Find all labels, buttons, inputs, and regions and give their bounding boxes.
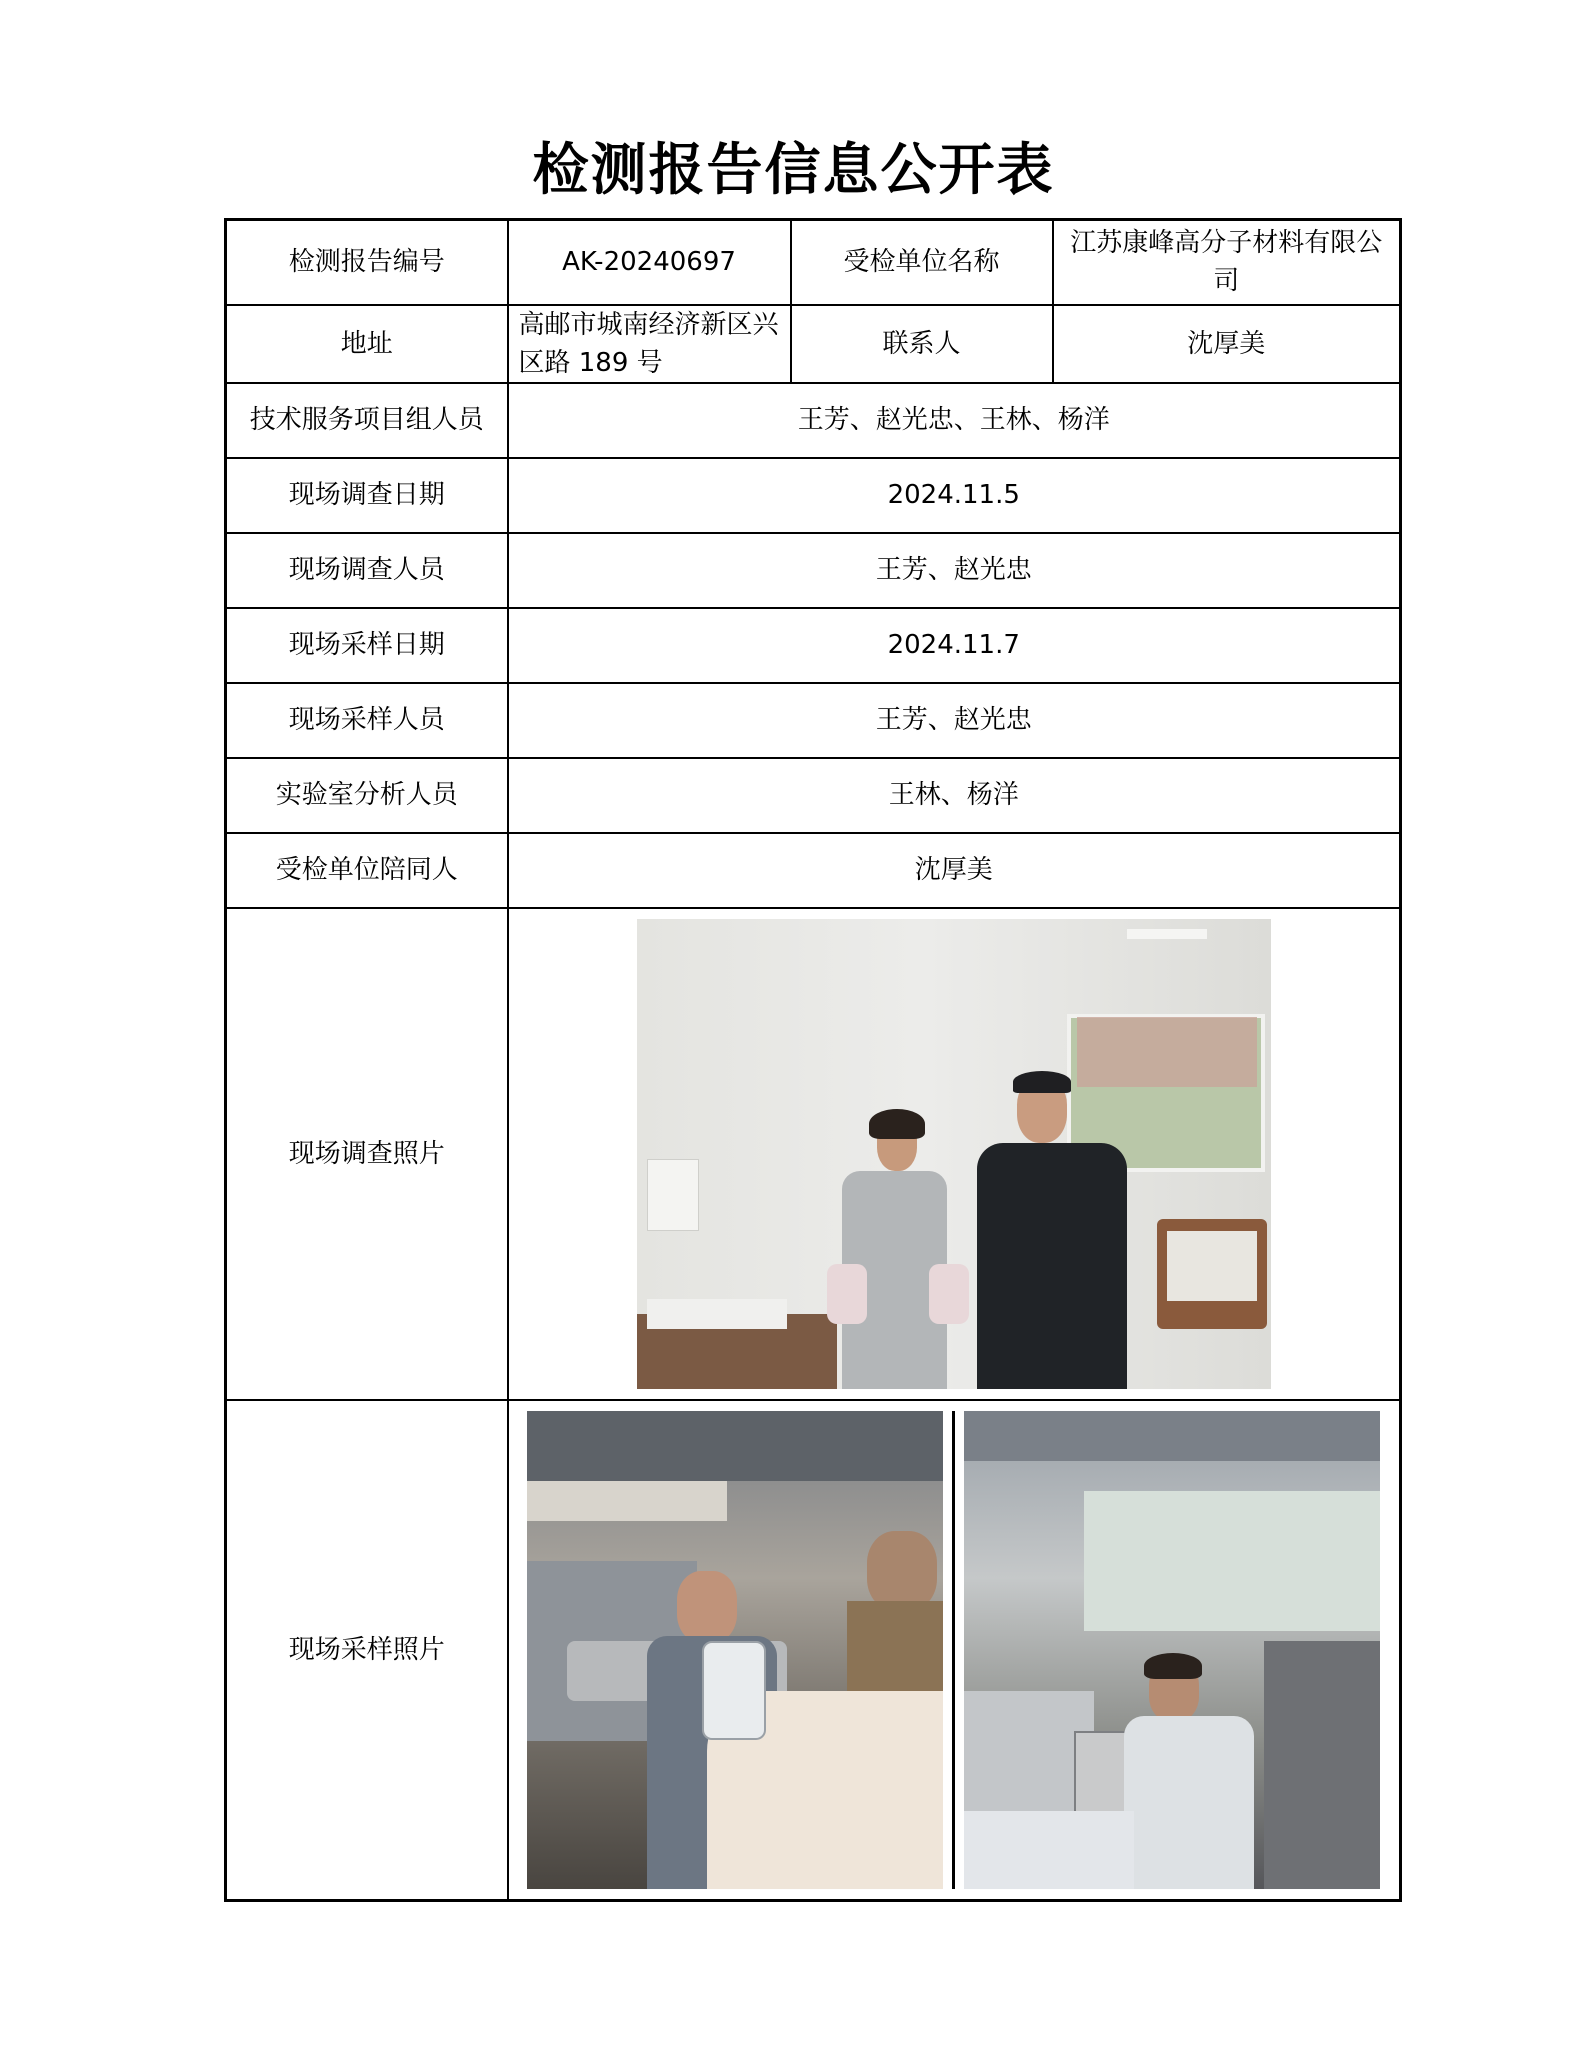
team-label: 技术服务项目组人员 — [226, 383, 508, 458]
sampling-photo-label: 现场采样照片 — [226, 1400, 508, 1901]
table-row — [226, 1400, 1401, 1901]
table-row — [226, 305, 1401, 383]
table-row — [226, 608, 1401, 683]
survey-staff-value: 王芳、赵光忠 — [508, 533, 1401, 608]
table-row — [226, 683, 1401, 758]
report-table — [224, 218, 1402, 1902]
table-row — [226, 533, 1401, 608]
survey-photo-cell — [508, 908, 1401, 1400]
address-value: 高邮市城南经济新区兴区路 189 号 — [508, 305, 791, 383]
survey-staff-label: 现场调查人员 — [226, 533, 508, 608]
table-row — [226, 833, 1401, 908]
table-row — [226, 758, 1401, 833]
lab-staff-label: 实验室分析人员 — [226, 758, 508, 833]
escort-value: 沈厚美 — [508, 833, 1401, 908]
sampling-photo-cell — [508, 1400, 1401, 1901]
sampling-date-value: 2024.11.7 — [508, 608, 1401, 683]
page-title: 检测报告信息公开表 — [532, 138, 1055, 203]
survey-date-label: 现场调查日期 — [226, 458, 508, 533]
contact-label: 联系人 — [791, 305, 1053, 383]
unit-name-value: 江苏康峰高分子材料有限公司 — [1053, 220, 1401, 305]
sampling-date-label: 现场采样日期 — [226, 608, 508, 683]
survey-photo-label: 现场调查照片 — [226, 908, 508, 1400]
table-row — [226, 908, 1401, 1400]
survey-photo — [637, 919, 1271, 1389]
sampling-photo-2 — [964, 1411, 1380, 1889]
table-row — [226, 458, 1401, 533]
report-no-value: AK-20240697 — [508, 220, 791, 305]
unit-name-label: 受检单位名称 — [791, 220, 1053, 305]
lab-staff-value: 王林、杨洋 — [508, 758, 1401, 833]
sampling-staff-value: 王芳、赵光忠 — [508, 683, 1401, 758]
address-label: 地址 — [226, 305, 508, 383]
sampling-staff-label: 现场采样人员 — [226, 683, 508, 758]
table-row — [226, 383, 1401, 458]
survey-date-value: 2024.11.5 — [508, 458, 1401, 533]
report-no-label: 检测报告编号 — [226, 220, 508, 305]
sampling-photo-1 — [527, 1411, 943, 1889]
team-value: 王芳、赵光忠、王林、杨洋 — [508, 383, 1401, 458]
escort-label: 受检单位陪同人 — [226, 833, 508, 908]
contact-value: 沈厚美 — [1053, 305, 1401, 383]
table-row — [226, 220, 1401, 305]
